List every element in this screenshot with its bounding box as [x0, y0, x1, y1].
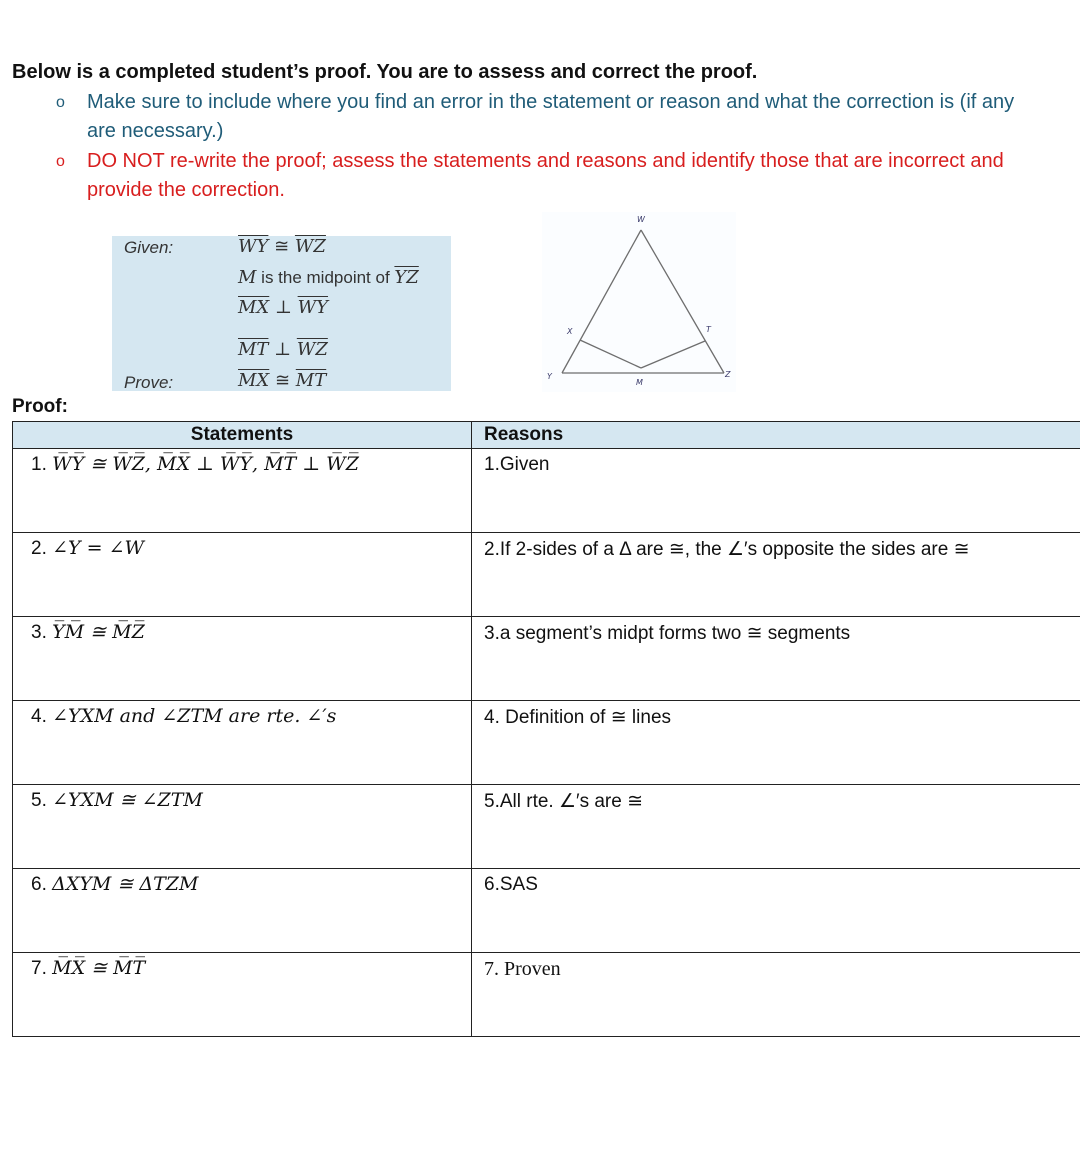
reason-text: 6.SAS [484, 874, 538, 895]
bullet-text: DO NOT re-write the proof; assess the statements and reasons and identify those that are incorrect and provide the correction. [87, 150, 1004, 201]
row-number: 4. [31, 706, 53, 727]
proof-row [13, 449, 1080, 533]
figure-background [542, 212, 736, 392]
given-text: is the midpoint of [256, 268, 395, 287]
statement-text: Y̅M̅ ≅ M̅Z̅ [52, 621, 145, 643]
relation: ⊥ [269, 297, 298, 318]
statement-text: W̅Y̅ ≅ W̅Z̅, M̅X̅ ⊥ W̅Y̅, M̅T̅ ⊥ W̅Z̅ [52, 453, 359, 475]
reasons-header: Reasons [472, 422, 1080, 449]
segment: $\overline{YZ}$ [394, 267, 419, 288]
reason-text: 7. Proven [484, 958, 561, 980]
reason-cell [472, 953, 1080, 1037]
given-prove-box [112, 236, 451, 391]
relation: ≅ [269, 370, 296, 391]
triangle-figure [542, 212, 736, 392]
row-number: 7. [31, 958, 53, 979]
reason-cell [472, 617, 1080, 701]
proof-table [12, 421, 1080, 1037]
reason-text: 5.All rte. ∠′s are ≅ [484, 791, 644, 812]
statement-text: ∠YXM ≅ ∠ZTM [52, 789, 203, 811]
statement-cell [13, 617, 472, 701]
proof-row [13, 953, 1080, 1037]
segment: $\overline{MT}$ [238, 339, 269, 360]
proof-header-row [13, 422, 1080, 449]
given-statement-4 [238, 339, 328, 360]
reason-cell [472, 785, 1080, 869]
reason-cell [472, 869, 1080, 953]
reason-cell [472, 533, 1080, 617]
bullet-text: Make sure to include where you find an error in the statement or reason and what the correction is (if any are necessary.) [87, 91, 1015, 142]
row-number: 6. [31, 874, 53, 895]
row-number: 3. [31, 622, 53, 643]
segment: $\overline{WZ}$ [296, 339, 328, 360]
label-t: T [706, 325, 711, 334]
statement-cell [13, 785, 472, 869]
statement-cell [13, 869, 472, 953]
proof-row [13, 785, 1080, 869]
given-statement-1 [238, 236, 326, 257]
label-m: M [636, 378, 643, 387]
prove-label: Prove: [124, 373, 174, 392]
statement-cell [13, 533, 472, 617]
label-y: Y [547, 372, 552, 381]
proof-row [13, 533, 1080, 617]
reason-text: 2.If 2-sides of a Δ are ≅, the ∠′s opposite the sides are ≅ [484, 539, 970, 560]
statement-text: ΔXYM ≅ ΔTZM [52, 873, 199, 895]
row-number: 5. [31, 790, 53, 811]
relation: ⊥ [268, 339, 297, 360]
proof-row [13, 701, 1080, 785]
label-x: X [567, 327, 573, 336]
row-number: 1. [31, 454, 53, 475]
reason-text: 4. Definition of ≅ lines [484, 707, 672, 728]
point-variable: M [238, 267, 257, 288]
given-label: Given: [124, 238, 174, 257]
statement-cell [13, 701, 472, 785]
bullet-marker: o [56, 153, 65, 170]
segment: $\overline{MX}$ [238, 370, 270, 391]
instructions-heading: Below is a completed student’s proof. You are to assess and correct the proof. [12, 61, 758, 83]
label-w: W [637, 215, 645, 224]
statement-text: ∠YXM and ∠ZTM are rte. ∠′s [52, 705, 337, 727]
relation: ≅ [268, 236, 295, 257]
bullet-marker: o [56, 94, 65, 111]
reason-text: 1.Given [484, 454, 550, 475]
given-statement-3 [238, 297, 328, 318]
segment: $\overline{WY}$ [238, 236, 269, 257]
prove-statement [238, 370, 326, 391]
statement-text: M̅X̅ ≅ M̅T̅ [52, 957, 146, 979]
segment: $\overline{MX}$ [238, 297, 270, 318]
given-statement-2 [238, 267, 419, 288]
reason-text: 3.a segment’s midpt forms two ≅ segments [484, 623, 851, 644]
proof-row [13, 617, 1080, 701]
reason-cell [472, 701, 1080, 785]
row-number: 2. [31, 538, 53, 559]
statement-cell [13, 449, 472, 533]
statement-cell [13, 953, 472, 1037]
statement-text: ∠Y = ∠W [52, 537, 145, 559]
proof-label: Proof: [12, 396, 68, 417]
reason-cell [472, 449, 1080, 533]
proof-row [13, 869, 1080, 953]
statements-header: Statements [13, 422, 472, 449]
segment: $\overline{WY}$ [297, 297, 329, 318]
label-z: Z [725, 370, 731, 379]
segment: $\overline{WZ}$ [294, 236, 326, 257]
segment: $\overline{MT}$ [295, 370, 327, 391]
